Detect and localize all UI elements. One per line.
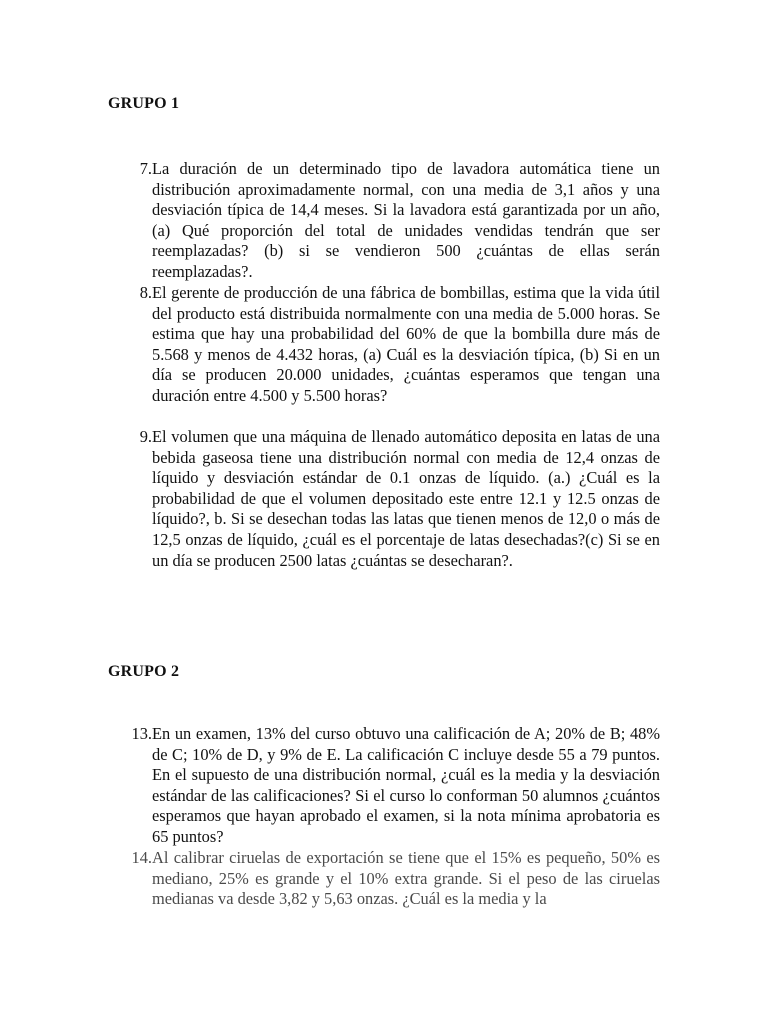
problem-8-number: 8.	[139, 283, 152, 302]
problem-14-text: Al calibrar ciruelas de exportación se tiene que el 15% es pequeño, 50% es mediano, 25% es grande y el 10% extra grande. Si el peso de las ciruelas medianas va desde 3,82 y 5,63 onzas. ¿Cuál es la media y la	[152, 848, 660, 909]
problem-13-number: 13.	[131, 724, 152, 743]
problem-9-text: El volumen que una máquina de llenado automático deposita en latas de una bebida gaseosa tiene una distribución normal con media de 12,4 onzas de líquido y desviación estándar de 0.1 onzas de líquido. (a.) ¿Cuál es la probabilidad de que el volumen depositado este entre 12.1 y 12.5 onzas de líquido?, b. Si se desechan todas las latas que tienen menos de 12,0 o más de 12,5 onzas de líquido, ¿cuál es el porcentaje de latas desechadas?(c) Si se en un día se producen 2500 latas ¿cuántas se desecharan?.	[152, 427, 660, 570]
problem-9	[128, 427, 660, 571]
group-2-heading: GRUPO 2	[108, 663, 180, 680]
problem-7-number: 7.	[139, 159, 152, 178]
problem-7	[128, 159, 660, 283]
problem-14-number: 14.	[131, 848, 152, 867]
problem-14	[128, 848, 660, 910]
problem-13-text: En un examen, 13% del curso obtuvo una calificación de A; 20% de B; 48% de C; 10% de D, y 9% de E. La calificación C incluye desde 55 a 79 puntos. En el supuesto de una distribución normal, ¿cuál es la media y la desviación estándar de las calificaciones? Si el curso lo conforman 50 alumnos ¿cuántos esperamos que hayan aprobado el examen, si la nota mínima aprobatoria es 65 puntos?	[152, 724, 660, 846]
problem-8	[128, 283, 660, 407]
problem-8-text: El gerente de producción de una fábrica de bombillas, estima que la vida útil del producto está distribuida normalmente con una media de 5.000 horas. Se estima que hay una probabilidad del 60% de que la bombilla dure más de 5.568 y menos de 4.432 horas, (a) Cuál es la desviación típica, (b) Si en un día se producen 20.000 unidades, ¿cuántas esperamos que tengan una duración entre 4.500 y 5.500 horas?	[152, 283, 660, 405]
problem-13	[128, 724, 660, 848]
problem-9-number: 9.	[139, 427, 152, 446]
group-1-heading: GRUPO 1	[108, 95, 180, 112]
problem-7-text: La duración de un determinado tipo de lavadora automática tiene un distribución aproximadamente normal, con una media de 3,1 años y una desviación típica de 14,4 meses. Si la lavadora está garantizada por un año, (a) Qué proporción del total de unidades vendidas tendrán que ser reemplazadas? (b) si se vendieron 500 ¿cuántas de ellas serán reemplazadas?.	[152, 159, 660, 281]
